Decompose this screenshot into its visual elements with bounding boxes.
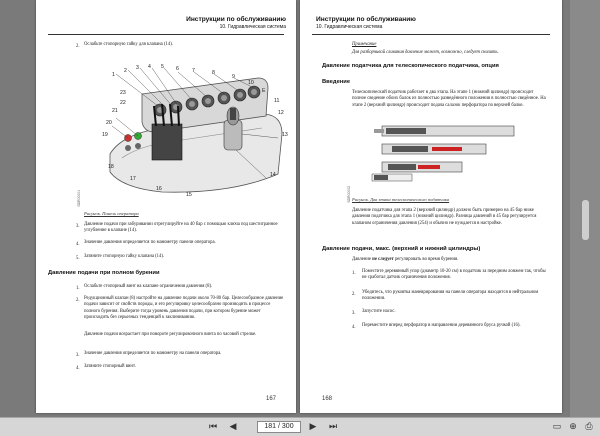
step-text: Поместите деревянный упор (диаметр 10-20 см) в податчик за передним лонжем так, чтобы не сработал датчик ограничения положения. (362, 269, 546, 281)
callout-label: 7 (192, 68, 195, 74)
header-title: Инструкции по обслуживанию (186, 16, 286, 23)
step-text: Значение давления определяется по манометру на панели оператора. (84, 351, 222, 356)
telescopic-feed-illustration (352, 120, 522, 192)
step-text: Затяните стопорную гайку клапана (14). (84, 254, 165, 259)
callout-label: 15 (186, 192, 192, 198)
zoom-icon[interactable]: ⊕ (569, 421, 577, 431)
page-header (316, 16, 416, 30)
step-number: 1. (352, 271, 356, 276)
callout-label: 1 (112, 72, 115, 78)
section-heading: Давление податчика для телескопического податчика, опция (322, 63, 499, 69)
subsection-heading: Введение (322, 79, 351, 85)
figure-code: SDR00001 (77, 190, 81, 207)
step-number: 1. (76, 286, 80, 291)
callout-label: 17 (130, 176, 136, 182)
header-rule (312, 34, 550, 35)
callout-label: 11 (274, 98, 280, 104)
callout-label: 9 (232, 74, 235, 80)
note-text: Для разборчивой сливания давление может, возможно, следует снизить. (352, 50, 499, 55)
step-text: Ослабьте стопорную гайку для клапана (14). (84, 42, 173, 47)
callout-label: 6 (176, 66, 179, 72)
callout-label: 23 (120, 90, 126, 96)
section-heading: Давление подачи, макс. (верхний и нижний цилиндры) (322, 246, 481, 252)
callout-label: E (262, 88, 266, 94)
step-note: Давление подачи возрастает при повороте регулировочного винта по часовой стрелке. (84, 332, 257, 337)
page-number: 168 (322, 396, 333, 402)
callout-label: 19 (102, 132, 108, 138)
callout-label: 16 (156, 186, 162, 192)
callout-label: 12 (278, 110, 284, 116)
step-number: 2. (352, 292, 356, 297)
step-text: Переместите вперед перфоратор в направлении деревянного бруса ручкой (16). (362, 323, 521, 328)
callout-label: 5 (161, 64, 164, 70)
header-subtitle: 10. Гидравлическая система (316, 24, 383, 30)
callout-label: 22 (120, 100, 126, 106)
telescopic-feed-figure (352, 120, 522, 192)
warning-emphasis: не следует (372, 257, 394, 262)
document-page-right (300, 0, 562, 413)
callout-label: 13 (282, 132, 288, 138)
step-number: 3. (352, 311, 356, 316)
note-label: Примечание (352, 42, 377, 47)
step-text: Редукционный клапан (8) настройте на давление подачи около 70-80 бар. Целесообразное давление подачи зависит от свойств породы, и его регулировку целесообразно производить в процессе полного бурения. Выберите тогда уровень давления подачи, при котором бурение может происходить без серьезных тенденций к заклиниванию. (84, 296, 284, 320)
step-text: Запустите насос. (362, 309, 396, 314)
step-number: 2. (76, 298, 80, 303)
step-text: Давление подачи при забуривании отрегулируйте на 40 бар с помощью ключа под шестигранное углубление в клапане (14). (84, 222, 278, 234)
callout-label: 21 (112, 108, 118, 114)
callout-label: 18 (108, 164, 114, 170)
print-icon[interactable]: ⎙ (585, 421, 593, 431)
last-page-icon[interactable]: ⏭ (328, 421, 338, 431)
step-text: Затяните стопорный винт. (84, 364, 136, 369)
step-number: 3. (76, 224, 80, 229)
figure-caption: Рисунок. Два этапа телескопического податчика (352, 197, 450, 202)
intro-paragraph: Телескопический податчик работает в два этапа. На этапе 1 (нижний цилиндр) происходит полное сведение обоих балок из полностью разведённого положения в полностью сведённое. На этапе 2 (верхний цилиндр) происходит подача салазок перфоратора по верхней балке. (352, 90, 546, 108)
scrollbar-thumb[interactable] (582, 200, 589, 240)
callout-label: 8 (212, 70, 215, 76)
callout-label: 10 (248, 80, 254, 86)
section-heading: Давление подачи при полном бурении (48, 270, 160, 276)
callout-label: 3 (136, 65, 139, 71)
step-number: 4. (76, 242, 80, 247)
step-text: Ослабьте стопорный винт на клапане ограничения давления (8). (84, 284, 213, 289)
figure-code: SDR00002 (347, 186, 351, 203)
document-page-left (36, 0, 296, 413)
step-text: Значение давления определяется по манометру панели оператора. (84, 240, 216, 245)
step-number: 5. (76, 256, 80, 261)
warning-line (352, 257, 552, 263)
step-number: 4. (352, 325, 356, 330)
header-rule (48, 34, 284, 35)
stage-paragraph: Давление податчика для этапа 2 (верхний цилиндр) должно быть примерно на 45 бар ниже давления податчика для этапа 1 (нижний цилиндр). Разница давлений в 45 бар регулируется клапаном ограничения давления (254) и обычно не нуждается в настройке. (352, 208, 537, 226)
step-number: 3. (76, 353, 80, 358)
callout-label: 14 (270, 172, 276, 178)
page-header (186, 16, 286, 30)
header-subtitle: 10. Гидравлическая система (219, 24, 286, 30)
callout-label: 4 (148, 64, 151, 70)
next-page-icon[interactable]: ▶ (309, 421, 317, 431)
warning-pre: Давление (352, 257, 371, 262)
page-number: 167 (265, 396, 276, 402)
prev-page-icon[interactable]: ◀ (229, 421, 237, 431)
header-title: Инструкции по обслуживанию (316, 16, 416, 23)
viewer-toolbar (0, 417, 600, 436)
step-text: Убедитесь, что рукоятка маневрирования на панели оператора находится в нейтральном положении. (362, 290, 539, 302)
fit-page-icon[interactable]: ▭ (552, 421, 562, 431)
first-page-icon[interactable]: ⏮ (208, 421, 218, 431)
page-number-input[interactable]: 181 / 300 (257, 421, 301, 433)
step-number: 4. (76, 366, 80, 371)
figure-caption: Рисунок. Панель оператора (84, 211, 139, 216)
vertical-scrollbar[interactable] (570, 0, 600, 417)
callout-label: 20 (106, 120, 112, 126)
callout-label: 2 (124, 68, 127, 74)
warning-post: регулировать во время бурения. (394, 257, 459, 262)
step-number: 2. (76, 44, 80, 49)
